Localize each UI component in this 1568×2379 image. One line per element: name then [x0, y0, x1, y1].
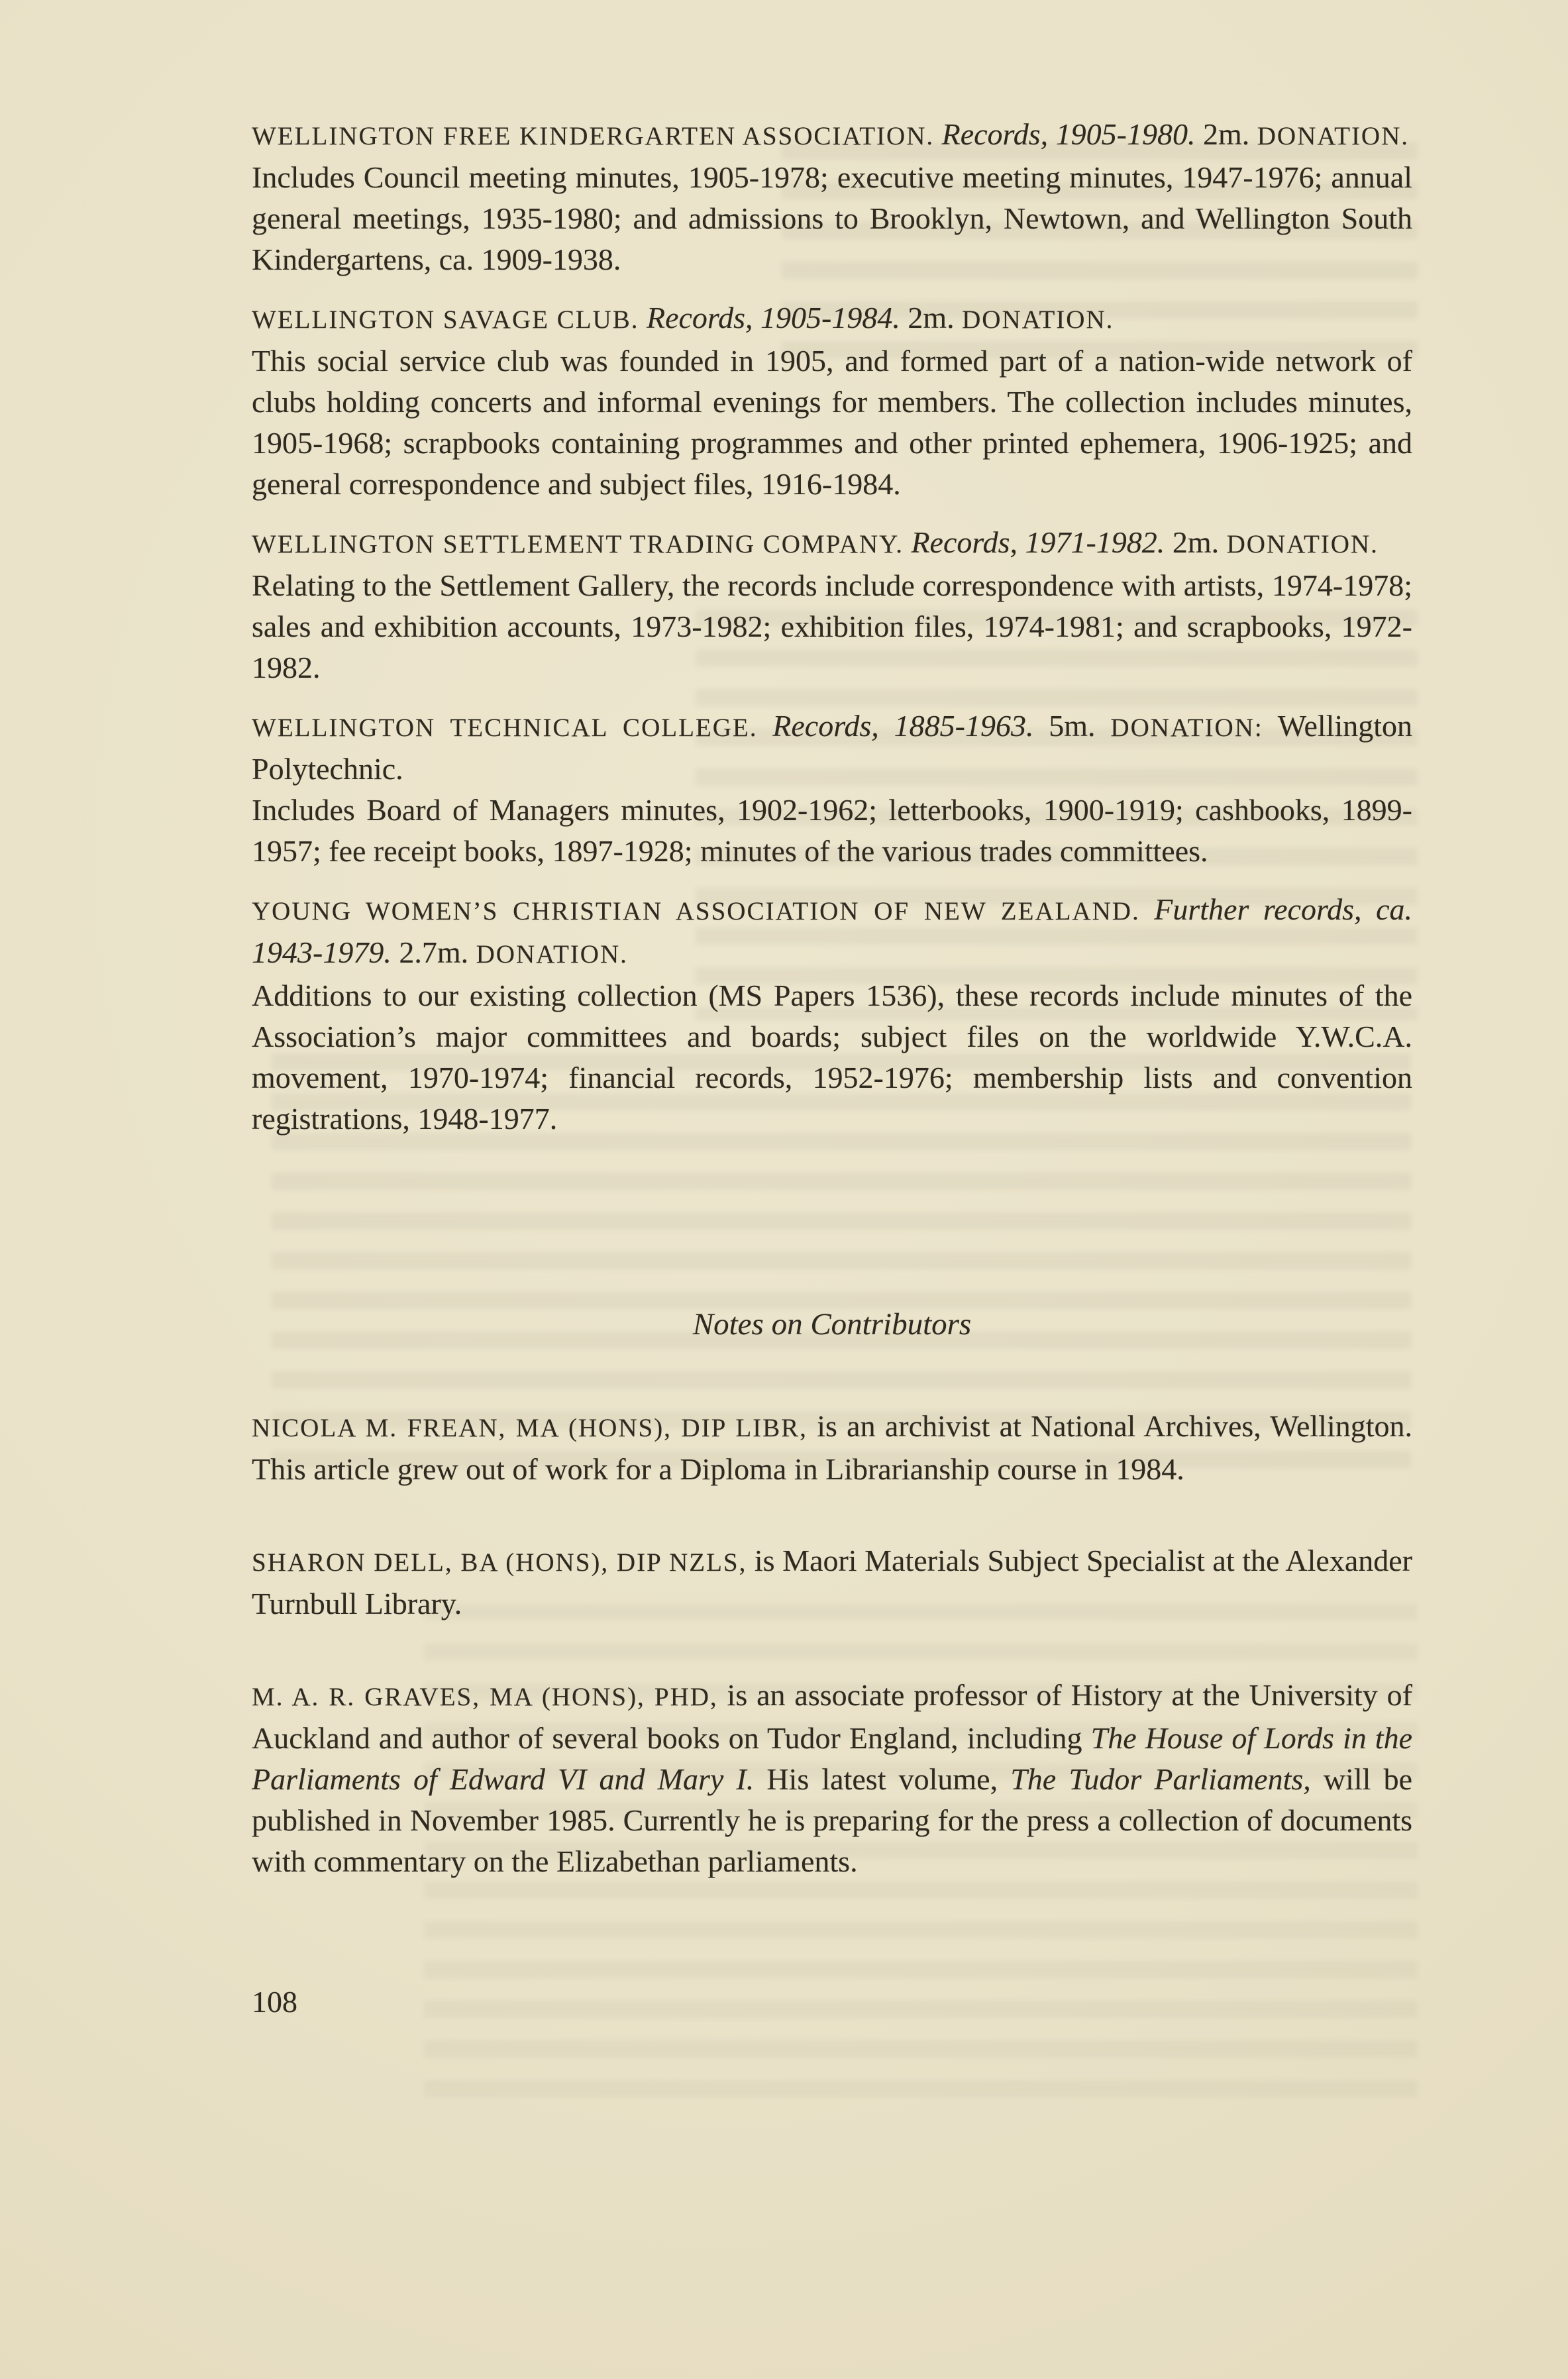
book-title-italic: The Tudor Parliaments,	[1010, 1762, 1311, 1796]
notes-on-contributors-section	[252, 1304, 1412, 1882]
collection-description: Additions to our existing collection (MS Papers 1536), these records include minutes of the Association’s major committees and boards; subject files on the worldwide Y.W.C.A. movement, 1970-1974; financial records, 1952-1976; membership lists and convention registrations, 1948-1977.	[252, 978, 1412, 1136]
contributor-bio: is an associate professor of History at the University of Auckland and author of several books on Tudor England, including	[252, 1678, 1412, 1755]
collection-entry-heading	[252, 114, 1412, 157]
collection-name: WELLINGTON TECHNICAL COLLEGE.	[252, 714, 758, 742]
collection-name: WELLINGTON FREE KINDERGARTEN ASSOCIATION.	[252, 122, 935, 150]
collection-entry-heading	[252, 889, 1412, 975]
page-content	[252, 114, 1412, 2023]
collection-entry-heading	[252, 297, 1412, 341]
collection-acquisition-note: Wellington Polytechnic.	[252, 709, 1413, 786]
collection-description: Includes Council meeting minutes, 1905-1978; executive meeting minutes, 1947-1976; annual general meetings, 1935-1980; and admissions to Brooklyn, Newtown, and Wellington South Kindergartens, ca. 1909-1938.	[252, 160, 1412, 276]
contributor-name: SHARON DELL, BA (HONS), DIP NZLS,	[252, 1548, 747, 1577]
contributor-note	[252, 1406, 1412, 1490]
collection-extent: 5m.	[1049, 709, 1096, 743]
collection-records-title: Records, 1905-1980.	[941, 117, 1196, 151]
collection-acquisition: DONATION.	[1226, 530, 1379, 558]
contributor-bio: will be published in November 1985. Currently he is preparing for the press a collection of documents with commentary on the Elizabethan parliaments.	[252, 1762, 1413, 1878]
collection-records-title: Records, 1885-1963.	[772, 709, 1034, 743]
contributor-name: NICOLA M. FREAN, MA (HONS), DIP LIBR,	[252, 1414, 808, 1442]
collection-acquisition: DONATION.	[1257, 122, 1409, 150]
contributor-bio: is Maori Materials Subject Specialist at the Alexander Turnbull Library.	[252, 1544, 1412, 1620]
collection-records-title: Records, 1971-1982.	[911, 525, 1165, 559]
collection-extent: 2m.	[1202, 117, 1250, 151]
notes-on-contributors-heading: Notes on Contributors	[692, 1307, 972, 1342]
book-title-italic: The House of Lords in the Parliaments of Edward VI and Mary I.	[252, 1721, 1413, 1796]
collection-records-title: Records, 1905-1984.	[646, 301, 900, 335]
page-footer	[252, 1982, 1412, 2023]
collection-entry	[252, 522, 1412, 688]
collection-name: WELLINGTON SAVAGE CLUB.	[252, 305, 639, 334]
contributor-name: M. A. R. GRAVES, MA (HONS), PHD,	[252, 1683, 718, 1711]
collection-description: This social service club was founded in 1905, and formed part of a nation-wide network of clubs holding concerts and informal evenings for members. The collection includes minutes, 1905-1968; scrapbooks containing programmes and other printed ephemera, 1906-1925; and general correspondence and subject files, 1916-1984.	[252, 344, 1412, 501]
contributor-bio: is an archivist at National Archives, Wellington. This article grew out of work for a Diploma in Librarianship course in 1984.	[252, 1409, 1413, 1486]
collection-description: Relating to the Settlement Gallery, the records include correspondence with artists, 1974-1978; sales and exhibition accounts, 1973-1982; exhibition files, 1974-1981; and scrapbooks, 1972-1982.	[252, 568, 1412, 684]
collection-extent: 2m.	[908, 301, 955, 335]
collection-description: Includes Board of Managers minutes, 1902-1962; letterbooks, 1900-1919; cashbooks, 1899-1957; fee receipt books, 1897-1928; minutes of the various trades committees.	[252, 793, 1412, 868]
collection-extent: 2.7m.	[399, 935, 469, 969]
collection-name: YOUNG WOMEN’S CHRISTIAN ASSOCIATION OF NEW ZEALAND.	[252, 897, 1140, 925]
collection-entry	[252, 297, 1412, 505]
collection-records-title: Further records, ca. 1943-1979.	[252, 892, 1413, 969]
collection-entry	[252, 889, 1412, 1139]
collection-extent: 2m.	[1172, 525, 1220, 559]
collection-acquisition: DONATION.	[476, 940, 628, 969]
collection-entry	[252, 114, 1412, 280]
contributor-bio: His latest volume,	[766, 1762, 998, 1796]
collection-acquisition: DONATION:	[1110, 714, 1263, 742]
page-number: 108	[252, 1985, 297, 2019]
contributor-note	[252, 1675, 1412, 1882]
collection-entry-heading	[252, 522, 1412, 565]
contributor-note	[252, 1540, 1412, 1624]
accessions-list	[252, 114, 1412, 1139]
collection-name: WELLINGTON SETTLEMENT TRADING COMPANY.	[252, 530, 904, 558]
collection-entry	[252, 706, 1412, 872]
collection-acquisition: DONATION.	[962, 305, 1114, 334]
collection-entry-heading	[252, 706, 1412, 790]
